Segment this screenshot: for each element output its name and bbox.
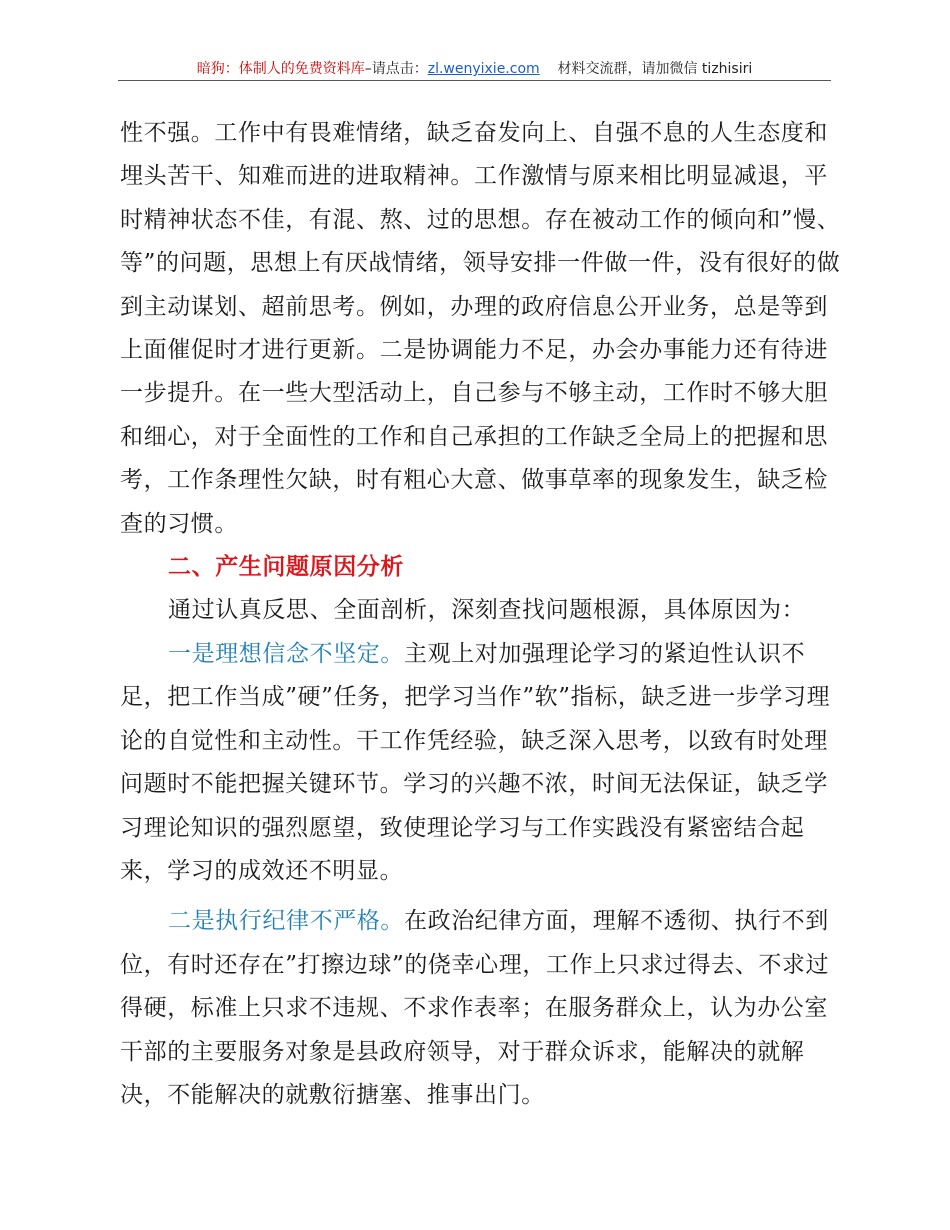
item-2-text: 在政治纪律方面，理解不透彻、执行不到位，有时还存在”打擦边球”的侥幸心理，工作上只求过得去、不求过得硬，标准上只求不违规、不求作表率；在服务群众上，认为办公室干部的主要服务对象是县政府领导，对于群众诉求，能解决的就解决，不能解决的就敷衍搪塞、推事出门。 <box>120 908 830 1108</box>
paragraph-intro: 通过认真反思、全面剖析，深刻查找问题根源，具体原因为： <box>168 597 806 624</box>
paragraph-gap <box>120 893 842 900</box>
page-header <box>118 57 831 81</box>
section-heading: 二、产生问题原因分析 <box>168 554 404 581</box>
click-prompt: –请点击： <box>364 61 428 77</box>
item-1-title: 一是理想信念不坚定。 <box>168 640 404 667</box>
paragraph-continuation: 性不强。工作中有畏难情绪，缺乏奋发向上、自强不息的人生态度和埋头苦干、知难而进的进取精神。工作激情与原来相比明显减退，平时精神状态不佳，有混、熬、过的思想。存在被动工作的倾向和”慢、等”的问题，思想上有厌战情绪，领导安排一件做一件，没有很好的做到主动谋划、超前思考。例如，办理的政府信息公开业务，总是等到上面催促时才进行更新。二是协调能力不足，办会办事能力还有待进一步提升。在一些大型活动上，自己参与不够主动，工作时不够大胆和细心，对于全面性的工作和自己承担的工作缺乏全局上的把握和思考，工作条理性欠缺，时有粗心大意、做事草率的现象发生，缺乏检查的习惯。 <box>120 120 841 537</box>
item-1-text: 主观上对加强理论学习的紧迫性认识不足，把工作当成”硬”任务，把学习当作”软”指标，缺乏进一步学习理论的自觉性和主动性。干工作凭经验，缺乏深入思考，以致有时处理问题时不能把握关键环节。学习的兴趣不浓，时间无法保证，缺乏学习理论知识的强烈愿望，致使理论学习与工作实践没有紧密结合起来，学习的成效还不明显。 <box>120 640 831 884</box>
contact-info: 材料交流群，请加微信 tizhisiri <box>557 61 753 77</box>
paragraph-item-1 <box>120 633 842 893</box>
header-divider <box>118 80 831 81</box>
site-link[interactable]: zl.wenyixie.com <box>427 61 540 77</box>
item-2-title: 二是执行纪律不严格。 <box>168 908 404 935</box>
header-spacer <box>540 61 558 77</box>
site-name: 暗狗：体制人的免费资料库 <box>196 61 365 77</box>
document-body <box>120 112 842 1117</box>
paragraph-item-2 <box>120 900 842 1117</box>
